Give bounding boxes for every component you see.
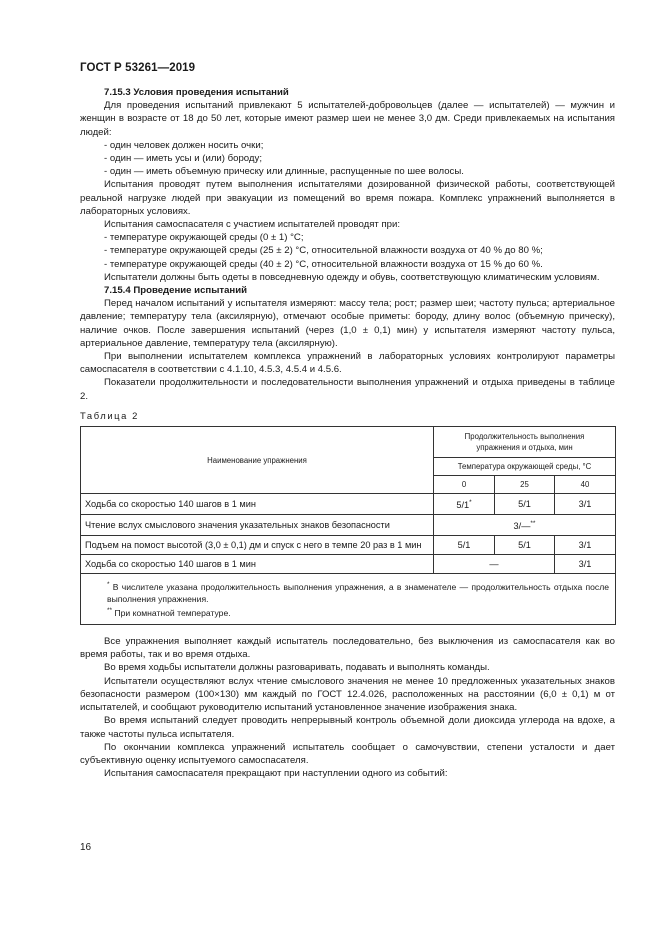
cell-value: 5/1 — [495, 536, 555, 555]
table-notes — [81, 574, 616, 625]
paragraph: Показатели продолжительности и последовательности выполнения упражнений и отдыха приведены в таблице 2. — [80, 377, 615, 402]
header-duration: Продолжительность выполнения упражнения и отдыха, мин — [434, 427, 616, 458]
paragraph: Испытания проводят путем выполнения испытателями дозированной физической работы, соответствующей реальной нагрузке людей при эвакуации из помещений во время пожара. Комплекс упражнений выполняется в лабораторных условиях. — [80, 179, 615, 217]
header-temperature: Температура окружающей среды, °С — [434, 458, 616, 476]
note-text: В числителе указана продолжительность выполнения упражнения, а в знаменателе — продолжительность отдыха после выполнения упражнения. — [107, 582, 609, 605]
list-item: - температуре окружающей среды (40 ± 2) °С, относительной влажности воздуха от 15 % до 60 %. — [104, 258, 543, 270]
exercise-name: Ходьба со скоростью 140 шагов в 1 мин — [81, 494, 434, 515]
list-item: - температуре окружающей среды (0 ± 1) °С; — [104, 232, 304, 244]
table-row — [81, 515, 616, 536]
exercise-name: Ходьба со скоростью 140 шагов в 1 мин — [81, 555, 434, 574]
exercise-name: Чтение вслух смыслового значения указательных знаков безопасности — [81, 515, 434, 536]
cell-value: 3/1 — [555, 536, 616, 555]
exercise-name: Подъем на помост высотой (3,0 ± 0,1) дм и спуск с него в темпе 20 раз в 1 мин — [81, 536, 434, 555]
paragraph: Испытатели должны быть одеты в повседневную одежду и обувь, соответствующую климатическим условиям. — [104, 271, 600, 283]
section-heading-7-15-4: 7.15.4 Проведение испытаний — [104, 285, 248, 297]
list-item: - один — иметь объемную прическу или длинные, распущенные по шее волосы. — [104, 166, 464, 178]
header-exercise-name: Наименование упражнения — [81, 427, 434, 494]
footnote-mark: ** — [530, 520, 536, 528]
footnote-mark: * — [107, 581, 110, 589]
cell-value: 5/1 — [495, 494, 555, 515]
paragraph: При выполнении испытателем комплекса упражнений в лабораторных условиях контролируют параметры самоспасателя в соответствии с 4.1.10, 4.5.3, 4.5.4 и 4.5.6. — [80, 351, 615, 376]
table-notes-row — [81, 574, 616, 625]
standard-code-header: ГОСТ Р 53261—2019 — [80, 62, 196, 74]
paragraph: Во время испытаний следует проводить непрерывный контроль объемной доли диоксида углерода на вдохе, а также частоты пульса испытателя. — [80, 715, 615, 740]
paragraph: Испытания самоспасателя прекращают при наступлении одного из событий: — [104, 768, 448, 780]
paragraph: Испытатели осуществляют вслух чтение смыслового значения не менее 10 предложенных указательных знаков безопасности размером (100×130) мм каждый по ГОСТ 12.4.026, расположенных на расстоянии (6,0 ± 0,1) м от испытателей, и сообщают руководителю испытаний установленное значение изображения знака. — [80, 675, 615, 714]
header-temp-value: 0 — [434, 476, 495, 494]
note-text: При комнатной температуре. — [112, 608, 231, 619]
header-temp-value: 25 — [495, 476, 555, 494]
post-table-text — [80, 635, 615, 780]
table-row — [81, 536, 616, 555]
exercise-table — [80, 426, 616, 625]
section-heading-7-15-3: 7.15.3 Условия проведения испытаний — [104, 87, 289, 98]
cell-value-merged — [434, 515, 616, 536]
cell-value-merged: — — [434, 555, 555, 574]
value-text: 5/1 — [456, 500, 470, 511]
table-note — [107, 579, 609, 605]
list-item: - один человек должен носить очки; — [104, 139, 264, 151]
paragraph: Для проведения испытаний привлекают 5 испытателей-добровольцев (далее — испытателей) — мужчин и женщин в возрасте от 18 до 50 лет, которые имеют размер шеи не менее 3,0 дм. Среди привлекаемых на испытания людей: — [80, 100, 615, 138]
cell-value: 3/1 — [555, 555, 616, 574]
document-body — [80, 86, 615, 780]
paragraph: Испытания самоспасателя с участием испытателей проводят при: — [104, 219, 401, 231]
table-row — [81, 494, 616, 515]
header-temp-value: 40 — [555, 476, 616, 494]
footnote-mark: ** — [107, 607, 113, 615]
page-number: 16 — [80, 842, 92, 853]
cell-value — [434, 494, 495, 515]
paragraph: Все упражнения выполняет каждый испытатель последовательно, без выключения из самоспасателя как во время работы, так и во время отдыха. — [80, 636, 615, 661]
paragraph: По окончании комплекса упражнений испытатель сообщает о самочувствии, степени усталости и дает субъективную оценку испытуемого самоспасателя. — [80, 741, 615, 766]
paragraph: Перед началом испытаний у испытателя измеряют: массу тела; рост; размер шеи; частоту пульса; артериальное давление; температуру тела (аксилярную), отмечают особые приметы: бороду, длину волос (объемную прическу), наличие очков. После завершения испытаний (через (1,0 ± 0,1) мин) у испытателя измеряют частоту пульса, артериальное давление, температуру тела (аксилярную). — [80, 298, 615, 349]
list-item: - один — иметь усы и (или) бороду; — [104, 153, 262, 165]
cell-value: 5/1 — [434, 536, 495, 555]
table-header-row — [81, 427, 616, 458]
cell-value: 3/1 — [555, 494, 616, 515]
table-caption: Таблица 2 — [80, 409, 139, 421]
table-note — [107, 605, 609, 619]
paragraph: Во время ходьбы испытатели должны разговаривать, подавать и выполнять команды. — [104, 662, 490, 674]
table-row — [81, 555, 616, 574]
value-text: 3/— — [513, 521, 531, 532]
list-item: - температуре окружающей среды (25 ± 2) °С, относительной влажности воздуха от 40 % до 80 %; — [104, 245, 543, 257]
footnote-mark: * — [469, 499, 472, 507]
